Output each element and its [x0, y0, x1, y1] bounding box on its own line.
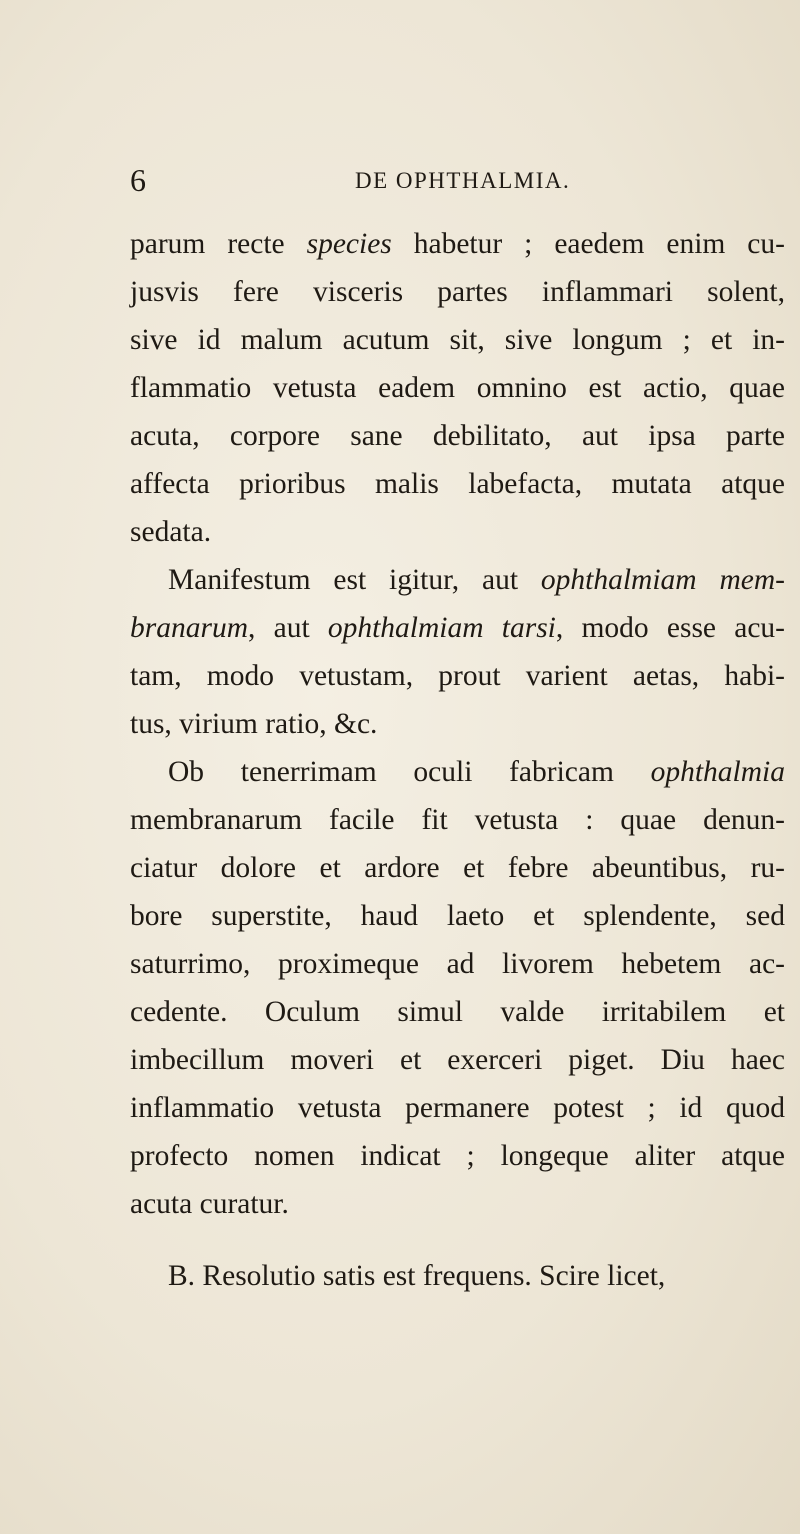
text-line: sedata.	[130, 516, 212, 548]
text-line: cedente. Oculum simul valde irritabilem et	[130, 996, 785, 1028]
text-line: acuta curatur.	[130, 1188, 289, 1220]
paragraph-3	[130, 748, 785, 1228]
text-line: branarum, aut ophthalmiam tarsi, modo esse acu-	[130, 612, 785, 644]
text-line: profecto nomen indicat ; longeque aliter atque	[130, 1140, 785, 1172]
paragraph-2	[130, 556, 785, 748]
text-line: imbecillum moveri et exerceri piget. Diu haec	[130, 1044, 785, 1076]
paragraph-1	[130, 220, 785, 556]
text-line: inflammatio vetusta permanere potest ; id quod	[130, 1092, 785, 1124]
text-line: ciatur dolore et ardore et febre abeuntibus, ru-	[130, 852, 785, 884]
text-line: flammatio vetusta eadem omnino est actio, quae	[130, 372, 785, 404]
text-line: saturrimo, proximeque ad livorem hebetem ac-	[130, 948, 785, 980]
text-line: jusvis fere visceris partes inflammari solent,	[130, 276, 785, 308]
text-line: B. Resolutio satis est frequens. Scire licet,	[168, 1260, 666, 1292]
text-line: tus, virium ratio, &c.	[130, 708, 378, 740]
text-line: bore superstite, haud laeto et splendente, sed	[130, 900, 785, 932]
page-header	[130, 160, 680, 200]
text-line: tam, modo vetustam, prout varient aetas, habi-	[130, 660, 785, 692]
text-line: parum recte species habetur ; eaedem enim cu-	[130, 228, 785, 260]
text-line: acuta, corpore sane debilitato, aut ipsa parte	[130, 420, 785, 452]
text-line: membranarum facile fit vetusta : quae denun-	[130, 804, 785, 836]
paragraph-4	[130, 1252, 785, 1300]
text-line: sive id malum acutum sit, sive longum ; et in-	[130, 324, 785, 356]
text-line: affecta prioribus malis labefacta, mutata atque	[130, 468, 785, 500]
text-line: Manifestum est igitur, aut ophthalmiam mem-	[168, 564, 785, 596]
body-text	[130, 220, 785, 1300]
paragraph-gap	[130, 1228, 785, 1252]
text-line: Ob tenerrimam oculi fabricam ophthalmia	[168, 756, 785, 788]
running-head: DE OPHTHALMIA.	[355, 168, 571, 193]
page-number: 6	[130, 162, 146, 198]
